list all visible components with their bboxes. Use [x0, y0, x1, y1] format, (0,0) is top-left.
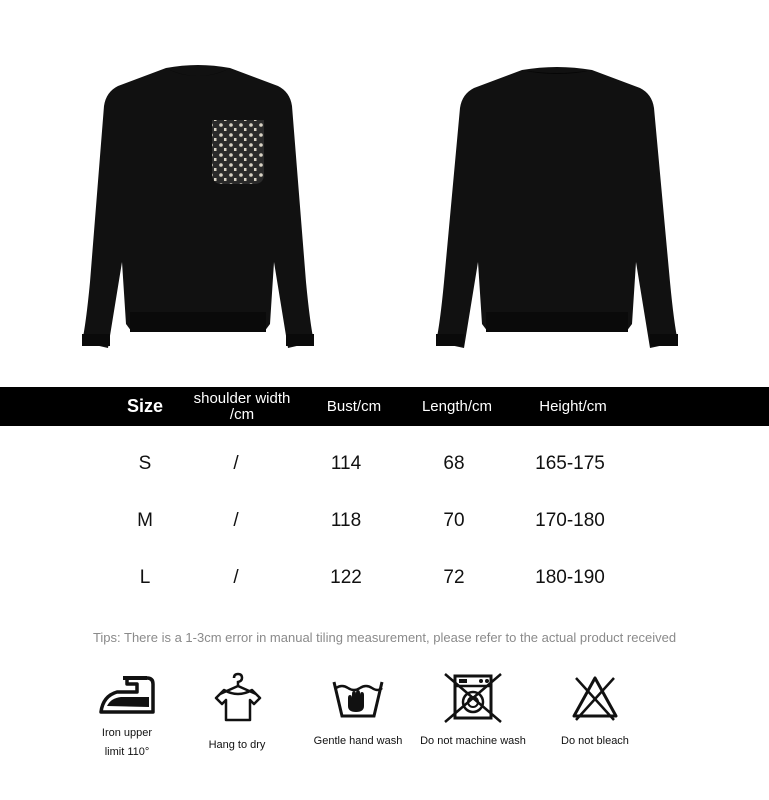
table-row	[0, 558, 769, 598]
care-item-iron	[67, 672, 187, 762]
header-shoulder-line1: shoulder width	[193, 389, 291, 407]
care-item-hang-dry	[177, 672, 297, 755]
cell-size: S	[138, 453, 152, 474]
care-label-line2: limit 110°	[104, 746, 150, 758]
size-table-header	[0, 387, 769, 426]
cell-size: L	[139, 567, 151, 588]
cell-shoulder: /	[233, 567, 239, 588]
care-label: Do not bleach	[561, 735, 629, 747]
iron-icon	[97, 672, 157, 720]
care-item-hand-wash	[298, 672, 418, 751]
hand-wash-icon	[328, 672, 388, 724]
header-length: Length/cm	[421, 398, 493, 415]
cell-bust: 122	[330, 567, 362, 588]
care-item-no-machine-wash	[413, 672, 533, 751]
care-label: Iron upper	[101, 727, 153, 739]
cell-shoulder: /	[233, 510, 239, 531]
table-row	[0, 444, 769, 484]
no-machine-wash-icon	[441, 672, 505, 724]
sweater-front-image	[78, 62, 318, 354]
cell-bust: 114	[330, 453, 362, 474]
table-row	[0, 501, 769, 541]
product-photos	[0, 0, 769, 380]
no-bleach-icon	[570, 672, 620, 724]
cell-shoulder: /	[233, 453, 239, 474]
cell-height: 180-190	[535, 567, 605, 588]
care-label: Gentle hand wash	[313, 735, 403, 747]
header-size: Size	[126, 396, 164, 416]
cell-height: 170-180	[535, 510, 605, 531]
care-label: Hang to dry	[208, 739, 266, 751]
header-bust: Bust/cm	[326, 398, 382, 415]
header-shoulder-line2: /cm	[229, 405, 255, 423]
cell-length: 70	[443, 510, 465, 531]
sweater-back-image	[432, 62, 682, 354]
care-item-no-bleach	[535, 672, 655, 751]
cell-size: M	[137, 510, 153, 531]
cell-length: 68	[443, 453, 465, 474]
cell-bust: 118	[330, 510, 362, 531]
care-label: Do not machine wash	[420, 735, 526, 747]
header-height: Height/cm	[539, 398, 607, 415]
measurement-tips: Tips: There is a 1-3cm error in manual tiling measurement, please refer to the actual product received	[92, 630, 677, 645]
cell-length: 72	[443, 567, 465, 588]
hanger-shirt-icon	[212, 672, 262, 724]
header-shoulder-width	[172, 387, 312, 426]
cell-height: 165-175	[535, 453, 605, 474]
